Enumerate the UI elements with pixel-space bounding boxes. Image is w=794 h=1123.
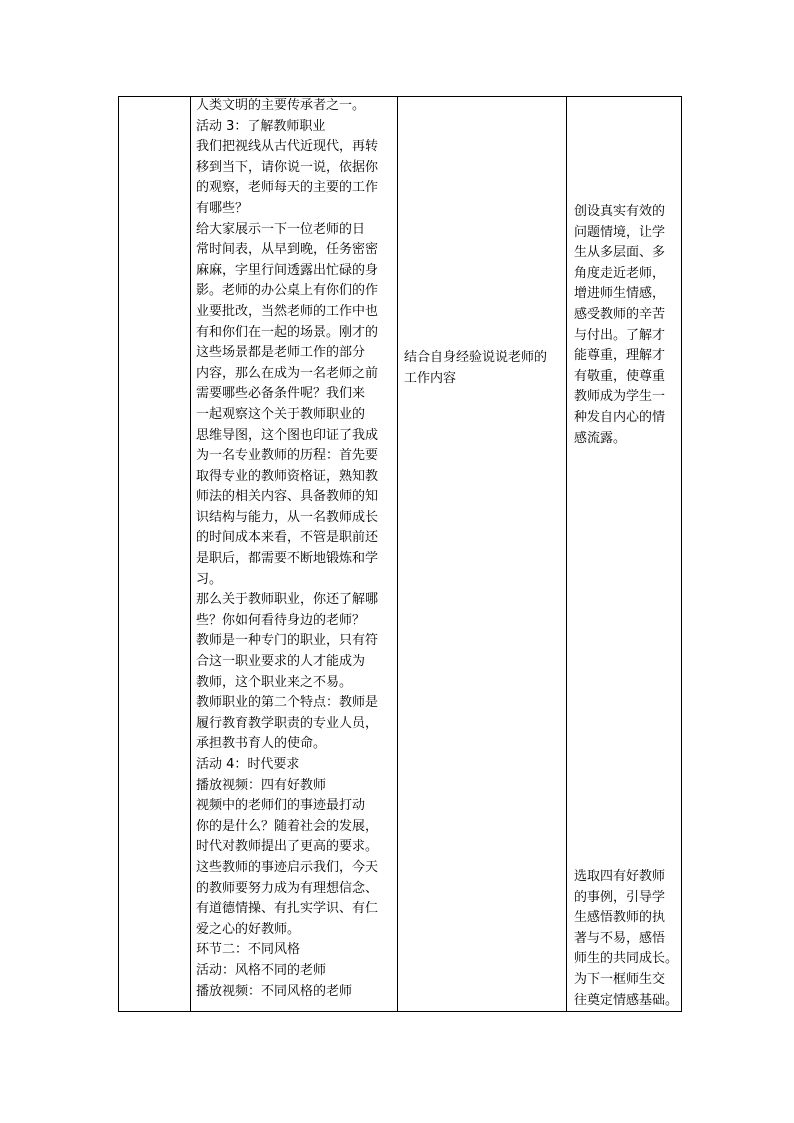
text-line: 业要批改，当然老师的工作中也 — [196, 303, 379, 319]
text-line: 师生的共同成长。 — [574, 951, 679, 967]
section-column — [119, 97, 191, 1011]
text-line: 爱之心的好教师。 — [196, 921, 301, 937]
text-line: 问题情境，让学 — [574, 224, 666, 240]
text-line: 时代对教师提出了更高的要求。 — [196, 839, 379, 855]
text-line: 种发自内心的情 — [574, 409, 666, 425]
text-line: 的事例，引导学 — [574, 889, 666, 905]
text-line: 感流露。 — [574, 430, 627, 446]
text-line: 著与不易，感悟 — [574, 930, 666, 946]
text-line: 些？你如何看待身边的老师？ — [196, 612, 366, 628]
text-line: 能尊重，理解才 — [574, 348, 666, 364]
text-line: 创设真实有效的 — [574, 204, 666, 219]
text-line: 工作内容 — [404, 370, 457, 386]
text-line: 活动 3：了解教师职业 — [196, 118, 326, 134]
text-line: 为一名专业教师的历程：首先要 — [196, 448, 379, 464]
text-line: 有敬重，使尊重 — [574, 368, 666, 384]
text-line: 麻麻，字里行间透露出忙碌的身 — [196, 262, 379, 278]
text-line: 有哪些？ — [196, 200, 249, 216]
teacher-activity-column — [191, 97, 398, 1011]
text-line: 角度走近老师， — [574, 265, 666, 281]
teacher-activity-text — [196, 96, 396, 1002]
text-line: 选取四有好教师 — [574, 869, 666, 884]
text-line: 活动 4：时代要求 — [196, 757, 300, 772]
student-activity-text — [404, 348, 564, 389]
text-line: 这些教师的事迹启示我们，今天 — [196, 859, 379, 875]
text-line: 我们把视线从古代近现代，再转 — [196, 139, 379, 155]
text-line: 一起观察这个关于教师职业的 — [196, 406, 366, 422]
text-line: 结合自身经验说说老师的 — [404, 350, 548, 365]
text-line: 有道德情操、有扎实学识、有仁 — [196, 901, 379, 917]
text-line: 环节二：不同风格 — [196, 942, 301, 958]
text-line: 取得专业的教师资格证，熟知教 — [196, 468, 379, 484]
text-line: 活动：风格不同的老师 — [196, 962, 327, 978]
text-line: 给大家展示一下一位老师的日 — [196, 221, 366, 237]
design-intent-column — [567, 97, 683, 1011]
text-line: 思维导图，这个图也印证了我成 — [196, 427, 379, 443]
lesson-plan-table — [118, 96, 682, 1012]
text-line: 与付出。了解才 — [574, 327, 666, 343]
text-line: 生感悟教师的执 — [574, 910, 666, 926]
text-line: 识结构与能力，从一名教师成长 — [196, 509, 379, 525]
text-line: 教师，这个职业来之不易。 — [196, 674, 353, 690]
text-line: 感受教师的辛苦 — [574, 306, 666, 322]
text-line: 为下一框师生交 — [574, 971, 666, 987]
text-line: 习。 — [196, 571, 223, 587]
text-line: 增进师生情感， — [574, 286, 666, 302]
text-line: 合这一职业要求的人才能成为 — [196, 654, 366, 670]
text-line: 教师成为学生一 — [574, 389, 666, 405]
text-line: 需要哪些必备条件呢？我们来 — [196, 386, 366, 402]
text-line: 的教师要努力成为有理想信念、 — [196, 880, 379, 896]
text-line: 往奠定情感基础。 — [574, 992, 679, 1008]
text-line: 那么关于教师职业，你还了解哪 — [196, 592, 379, 608]
text-line: 常时间表，从早到晚，任务密密 — [196, 242, 379, 258]
text-line: 承担教书育人的使命。 — [196, 736, 327, 752]
text-line: 你的是什么？随着社会的发展， — [196, 818, 379, 834]
text-line: 履行教育教学职责的专业人员， — [196, 715, 379, 731]
text-line: 的时间成本来看，不管是职前还 — [196, 530, 379, 546]
design-intent-note-2 — [574, 867, 684, 1011]
text-line: 人类文明的主要传承者之一。 — [196, 98, 366, 113]
text-line: 教师是一种专门的职业，只有符 — [196, 633, 379, 649]
text-line: 影。老师的办公桌上有你们的作 — [196, 283, 379, 299]
design-intent-note-1 — [574, 202, 680, 449]
text-line: 生从多层面、多 — [574, 245, 666, 261]
text-line: 有和你们在一起的场景。刚才的 — [196, 324, 379, 340]
student-activity-column — [398, 97, 567, 1011]
text-line: 的观察，老师每天的主要的工作 — [196, 180, 379, 196]
text-line: 师法的相关内容、具备教师的知 — [196, 489, 379, 505]
text-line: 教师职业的第二个特点：教师是 — [196, 695, 379, 711]
text-line: 视频中的老师们的事迹最打动 — [196, 798, 366, 814]
text-line: 是职后，都需要不断地锻炼和学 — [196, 551, 379, 567]
text-line: 内容，那么在成为一名老师之前 — [196, 365, 379, 381]
text-line: 移到当下，请你说一说，依据你 — [196, 159, 379, 175]
text-line: 这些场景都是老师工作的部分 — [196, 345, 366, 361]
text-line: 播放视频：四有好教师 — [196, 777, 327, 793]
text-line: 播放视频：不同风格的老师 — [196, 983, 353, 999]
